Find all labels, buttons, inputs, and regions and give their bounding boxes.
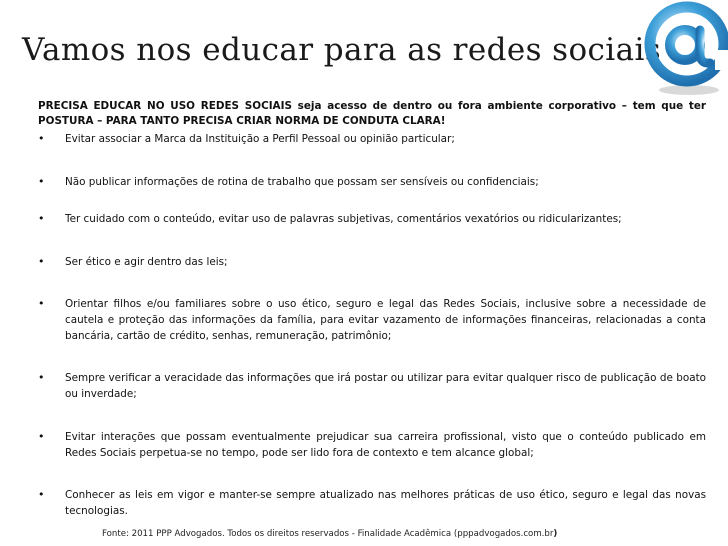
footer-closing: ) <box>553 529 558 539</box>
footer-text: Fonte: 2011 PPP Advogados. Todos os direitos reservados - Finalidade Acadêmica (pppadvogados.com.br <box>102 529 554 539</box>
at-sign-icon <box>637 0 728 98</box>
bullet-marker: • <box>38 212 45 225</box>
bullet-marker: • <box>38 297 45 310</box>
bullet-marker: • <box>38 255 45 268</box>
list-item-text: Evitar interações que possam eventualmente prejudicar sua carreira profissional, visto que o conteúdo publicado em Redes Sociais perpetua-se no tempo, pode ser lido fora de contexto e tem alcance global; <box>65 431 706 459</box>
bullet-marker: • <box>38 488 45 501</box>
footer-source <box>102 529 557 539</box>
list-item-text: Conhecer as leis em vigor e manter-se sempre atualizado nas melhores práticas de uso ético, seguro e legal das novas tecnologias. <box>65 489 706 517</box>
list-item-text: Orientar filhos e/ou familiares sobre o uso ético, seguro e legal das Redes Sociais, inclusive sobre a necessidade de cautela e proteção das informações da família, para evitar vazamento de informações financeiras, relacionadas a conta bancária, cartão de crédito, senhas, remuneração, patrimônio; <box>65 298 706 342</box>
list-item-text: Evitar associar a Marca da Instituição a Perfil Pessoal ou opinião particular; <box>65 133 455 145</box>
page-title: Vamos nos educar para as redes sociais <box>22 32 662 68</box>
list-item-text: Sempre verificar a veracidade das informações que irá postar ou utilizar para evitar qualquer risco de publicação de boato ou inverdade; <box>65 372 706 400</box>
intro-statement: PRECISA EDUCAR NO USO REDES SOCIAIS seja acesso de dentro ou fora ambiente corporativo – tem que ter POSTURA – PARA TANTO PRECISA CRIAR NORMA DE CONDUTA CLARA! <box>38 100 706 127</box>
list-item-text: Não publicar informações de rotina de trabalho que possam ser sensíveis ou confidenciais; <box>65 176 539 188</box>
list-item-text: Ser ético e agir dentro das leis; <box>65 256 228 268</box>
bullet-marker: • <box>38 132 45 145</box>
bullet-marker: • <box>38 175 45 188</box>
bullet-marker: • <box>38 371 45 384</box>
bullet-marker: • <box>38 430 45 443</box>
list-item-text: Ter cuidado com o conteúdo, evitar uso de palavras subjetivas, comentários vexatórios ou ridicularizantes; <box>65 213 622 225</box>
